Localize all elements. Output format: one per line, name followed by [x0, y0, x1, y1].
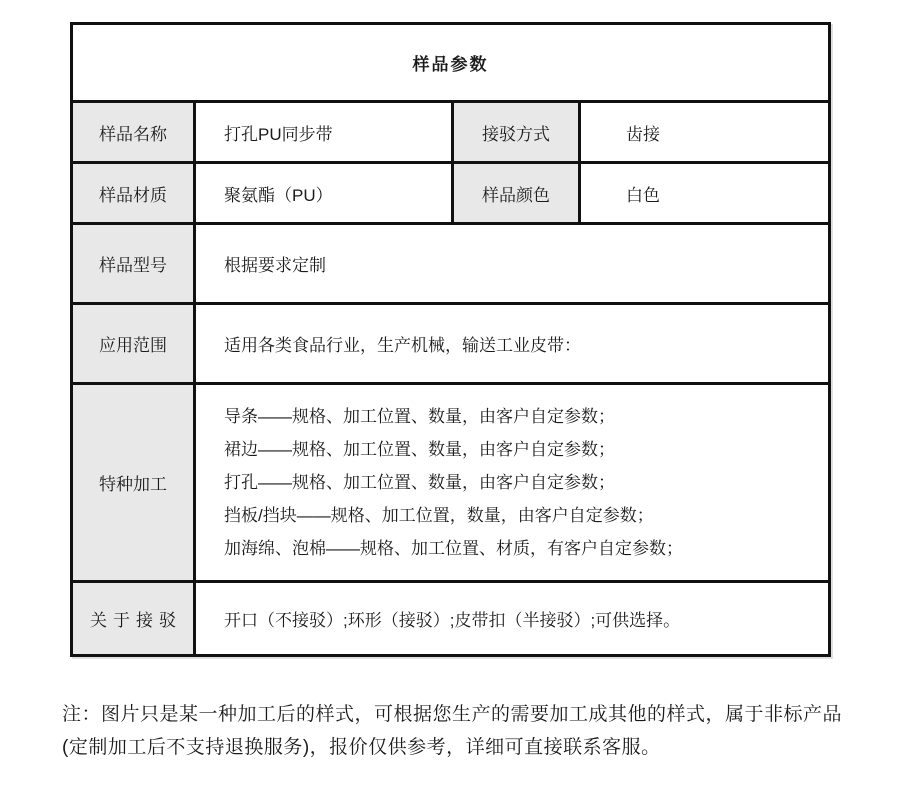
footer-note: 注：图片只是某一种加工后的样式，可根据您生产的需要加工成其他的样式，属于非标产品(定制加工后不支持退换服务)，报价仅供参考，详细可直接联系客服。 — [62, 704, 843, 758]
special-processing-line: 导条——规格、加工位置、数量，由客户自定参数； — [224, 407, 615, 426]
table-title: 样品参数 — [72, 24, 830, 102]
special-processing-line: 加海绵、泡棉——规格、加工位置、材质，有客户自定参数； — [224, 539, 683, 558]
value-sample-material: 聚氨酯（PU） — [195, 163, 453, 224]
table-row — [72, 304, 830, 384]
value-application-scope: 适用各类食品行业，生产机械，输送工业皮带： — [195, 304, 830, 384]
table-row — [72, 384, 830, 582]
sample-parameters-table — [70, 22, 831, 657]
value-sample-color: 白色 — [580, 163, 830, 224]
special-processing-line: 裙边——规格、加工位置、数量，由客户自定参数； — [224, 440, 615, 459]
label-sample-name: 样品名称 — [72, 102, 195, 163]
table-row — [72, 102, 830, 163]
special-processing-line: 打孔——规格、加工位置、数量，由客户自定参数； — [224, 473, 615, 492]
table-row — [72, 224, 830, 304]
label-sample-material: 样品材质 — [72, 163, 195, 224]
label-joint-method: 接驳方式 — [453, 102, 580, 163]
label-about-joint: 关于接驳 — [72, 582, 195, 656]
value-about-joint: 开口（不接驳）;环形（接驳）;皮带扣（半接驳）;可供选择。 — [195, 582, 830, 656]
special-processing-line: 挡板/挡块——规格、加工位置，数量，由客户自定参数； — [224, 506, 654, 525]
value-special-processing — [195, 384, 830, 582]
table-row — [72, 163, 830, 224]
label-sample-model: 样品型号 — [72, 224, 195, 304]
value-sample-model: 根据要求定制 — [195, 224, 830, 304]
label-sample-color: 样品颜色 — [453, 163, 580, 224]
label-special-processing: 特种加工 — [72, 384, 195, 582]
value-joint-method: 齿接 — [580, 102, 830, 163]
table-title-row — [72, 24, 830, 102]
label-application-scope: 应用范围 — [72, 304, 195, 384]
value-sample-name: 打孔PU同步带 — [195, 102, 453, 163]
table-row — [72, 582, 830, 656]
